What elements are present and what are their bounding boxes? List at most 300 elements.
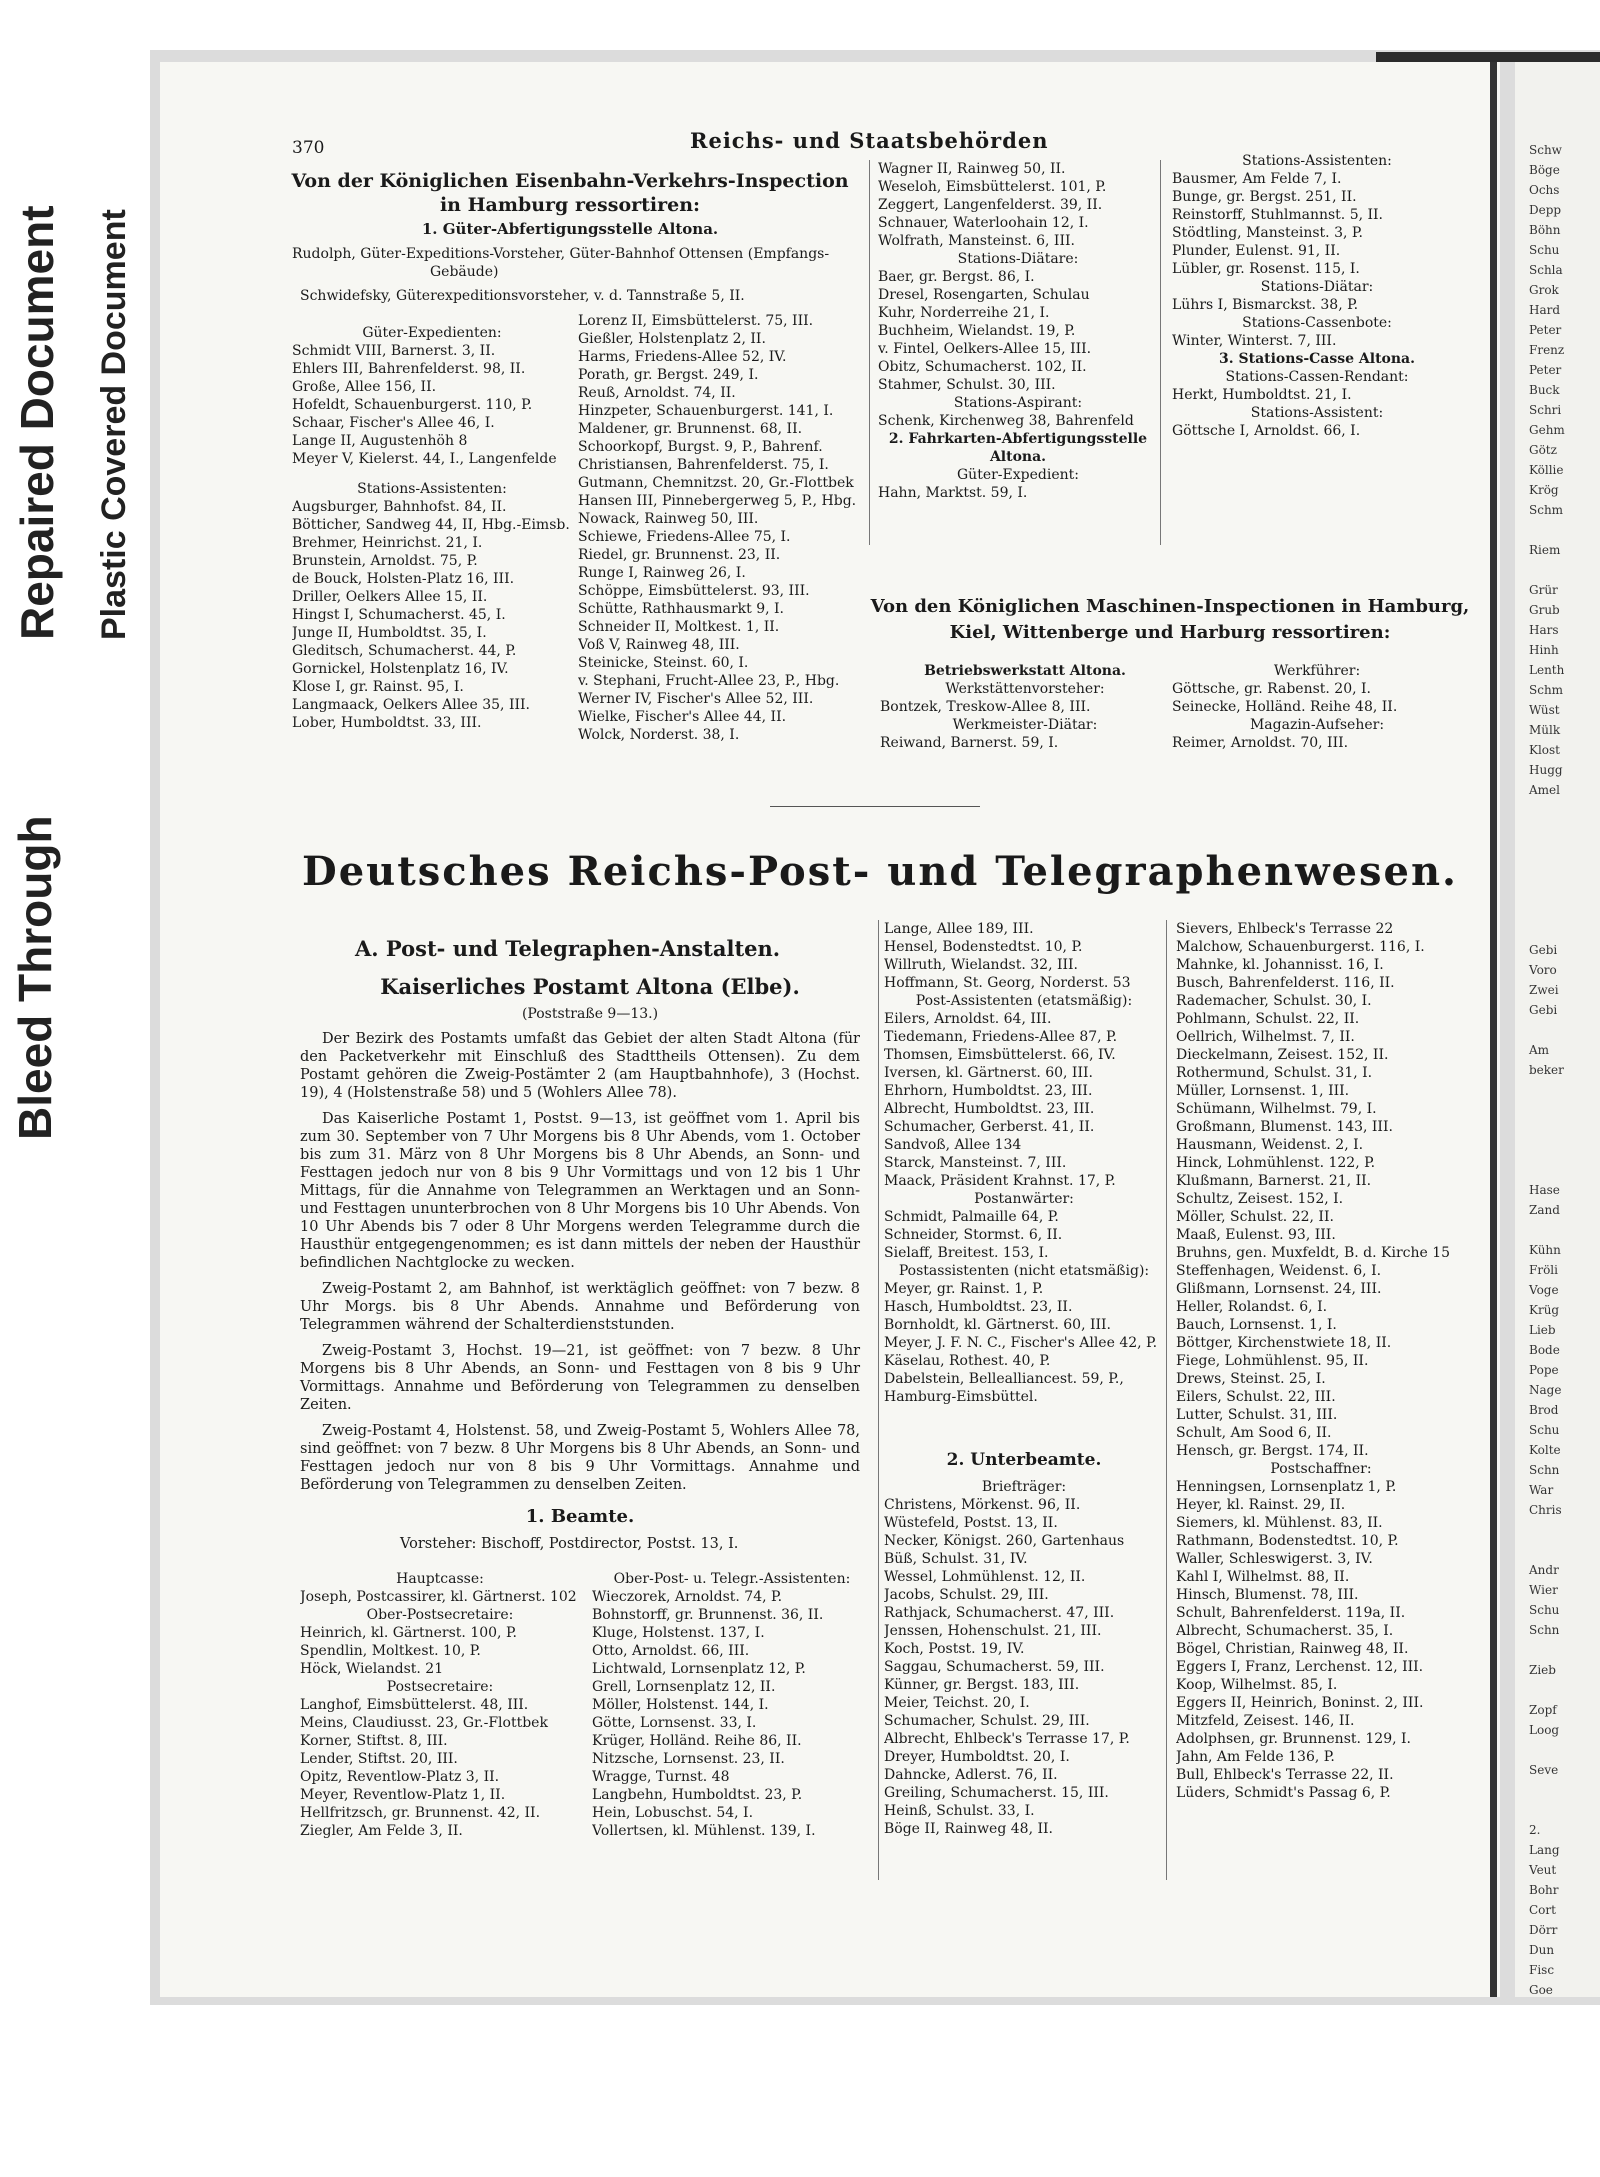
- list-item: Saggau, Schumacherst. 59, III.: [884, 1659, 1105, 1675]
- list-item: Käselau, Rothest. 40, P.: [884, 1353, 1051, 1369]
- list-item: Voß V, Rainweg 48, III.: [578, 637, 740, 653]
- list-heading: Stations-Assistent:: [1250, 405, 1384, 421]
- list-item: Heinrich, kl. Gärtnerst. 100, P.: [300, 1625, 517, 1641]
- fragment: Schu: [1529, 1603, 1560, 1617]
- list-item: Siemers, kl. Mühlenst. 83, II.: [1176, 1515, 1383, 1531]
- list-item: Fiege, Lohmühlenst. 95, II.: [1176, 1353, 1369, 1369]
- fragment: Kühn: [1529, 1243, 1561, 1257]
- list-item: Dresel, Rosengarten, Schulau: [878, 287, 1090, 303]
- fragment: Zwei: [1529, 983, 1559, 997]
- list-item: Lührs I, Bismarckst. 38, P.: [1172, 297, 1359, 313]
- fragment: Schm: [1529, 503, 1564, 517]
- list-item: Seinecke, Holländ. Reihe 48, II.: [1172, 699, 1398, 715]
- list-heading: Postschaffner:: [1270, 1461, 1372, 1477]
- fragment: Seve: [1529, 1763, 1559, 1777]
- list-item: Schmidt, Palmaille 64, P.: [884, 1209, 1059, 1225]
- list-item: Mitzfeld, Zeisest. 146, II.: [1176, 1713, 1355, 1729]
- list-item: Driller, Oelkers Allee 15, II.: [292, 589, 488, 605]
- list-item: Otto, Arnoldst. 66, III.: [592, 1643, 750, 1659]
- fragment: Am: [1529, 1043, 1550, 1057]
- fragment: Böge: [1529, 163, 1560, 177]
- list-item: Böttger, Kirchenstwiete 18, II.: [1176, 1335, 1392, 1351]
- list-item: Schmidt VIII, Barnerst. 3, II.: [292, 343, 496, 359]
- fragment: [1529, 1162, 1565, 1182]
- fragment: [1529, 1742, 1565, 1762]
- list-item: Reiwand, Barnerst. 59, I.: [880, 735, 1059, 751]
- office-title: Kaiserliches Postamt Altona (Elbe).: [380, 974, 800, 999]
- list-item: Lober, Humboldtst. 33, III.: [292, 715, 482, 731]
- fragment: Amel: [1529, 783, 1560, 797]
- list-item: Brehmer, Heinrichst. 21, I.: [292, 535, 483, 551]
- fragment: [1529, 1642, 1565, 1662]
- list-item: Lutter, Schulst. 31, III.: [1176, 1407, 1338, 1423]
- fragment: [1529, 902, 1565, 922]
- list-item: Götte, Lornsenst. 33, I.: [592, 1715, 757, 1731]
- list-item: Joseph, Postcassirer, kl. Gärtnerst. 102: [300, 1589, 577, 1605]
- list-heading: Stations-Cassen-Rendant:: [1225, 369, 1409, 385]
- beamte-right-col: [592, 1570, 872, 1840]
- fragment: [1529, 1082, 1565, 1102]
- list-item: Schneider, Stormst. 6, II.: [884, 1227, 1063, 1243]
- column-divider: [869, 160, 870, 545]
- fragment: Schla: [1529, 263, 1563, 277]
- list-item: Heller, Rolandst. 6, I.: [1176, 1299, 1328, 1315]
- railway-col-1: [292, 324, 572, 732]
- fragment: Grür: [1529, 583, 1558, 597]
- list-item: Bunge, gr. Bergst. 251, II.: [1172, 189, 1357, 205]
- fragment: Grub: [1529, 603, 1560, 617]
- list-item: Dieckelmann, Zeisest. 152, II.: [1176, 1047, 1389, 1063]
- list-item: Wolck, Norderst. 38, I.: [578, 727, 740, 743]
- list-item: Hahn, Marktst. 59, I.: [878, 485, 1028, 501]
- list-item: Bausmer, Am Felde 7, I.: [1172, 171, 1342, 187]
- list-item: Lange II, Augustenhöh 8: [292, 433, 468, 449]
- list-item: Hansen III, Pinnebergerweg 5, P., Hbg.: [578, 493, 857, 509]
- machine-title-2: Kiel, Wittenberge und Harburg ressortiren:: [949, 622, 1391, 643]
- fragment: [1529, 522, 1565, 542]
- list-item: Eilers, Arnoldst. 64, III.: [884, 1011, 1052, 1027]
- paragraph: Zweig-Postamt 4, Holstenst. 58, und Zweig-Postamt 5, Wohlers Allee 78, sind geöffnet: von 7 bezw. 8 Uhr Morgens bis 8 Uhr Abends, an Sonn- und Festtagen jedoch nur von 8 bis 9 Uhr Vormittags. Annahme und Beförderung von Telegrammen zu denselben Zeiten.: [300, 1423, 860, 1493]
- fragment: Lieb: [1529, 1323, 1556, 1337]
- list-item: Augsburger, Bahnhofst. 84, II.: [292, 499, 507, 515]
- fragment: [1529, 1542, 1565, 1562]
- list-item: Werner IV, Fischer's Allee 52, III.: [578, 691, 814, 707]
- list-item: Ziegler, Am Felde 3, II.: [300, 1823, 463, 1839]
- fragment: [1529, 1802, 1565, 1822]
- list-item: Schult, Bahrenfelderst. 119a, II.: [1176, 1605, 1406, 1621]
- paragraph: Zweig-Postamt 3, Hochst. 19—21, ist geöffnet: von 7 bezw. 8 Uhr Morgens bis 8 Uhr Abends, an Sonn- und Festtagen von 8 bis 9 Uhr Vormittags. Annahme und Beförderung von Telegrammen zu denselben Zeiten.: [300, 1343, 860, 1413]
- list-item: Kluge, Holstenst. 137, I.: [592, 1625, 765, 1641]
- list-item: Böge II, Rainweg 48, II.: [884, 1821, 1053, 1837]
- office-address: (Poststraße 9—13.): [521, 1006, 659, 1022]
- fragment: Zopf: [1529, 1703, 1557, 1717]
- paragraph: Der Bezirk des Postamts umfaßt das Gebiet der alten Stadt Altona (für den Packetverkehr mit Einschluß des Stadttheils Ottensen). Zu dem Postamt gehören die Zweig-Postämter 2 (am Hauptbahnhofe), 3 (Hochst. 19), 4 (Holstenstraße 58) und 5 (Wohlers Allee 78).: [300, 1031, 860, 1101]
- list-section: 2. Fahrkarten-Abfertigungsstelle: [888, 431, 1148, 447]
- list-item: Meyer V, Kielerst. 44, I., Langenfelde: [292, 451, 557, 467]
- fragment: Hinh: [1529, 643, 1559, 657]
- machine-title-1: Von den Königlichen Maschinen-Inspectionen in Hamburg,: [870, 596, 1470, 617]
- list-item: Lender, Stiftst. 20, III.: [300, 1751, 458, 1767]
- list-item: Albrecht, Ehlbeck's Terrasse 17, P.: [884, 1731, 1130, 1747]
- list-item: Winter, Winterst. 7, III.: [1172, 333, 1337, 349]
- fragment: Fisc: [1529, 1963, 1555, 1977]
- list-item: Wessel, Lohmühlenst. 12, II.: [884, 1569, 1086, 1585]
- sidebar: [0, 0, 150, 2177]
- list-heading: Werkführer:: [1273, 663, 1361, 679]
- post-col-4: [1176, 920, 1466, 1802]
- railway-col-3: [878, 160, 1158, 502]
- list-section: 3. Stations-Casse Altona.: [1219, 351, 1415, 367]
- fragment: Pope: [1529, 1363, 1559, 1377]
- fragment: Böhn: [1529, 223, 1561, 237]
- list-item: Plunder, Eulenst. 91, II.: [1172, 243, 1341, 259]
- fragment: Bohr: [1529, 1883, 1559, 1897]
- list-item: Hellfritzsch, gr. Brunnenst. 42, II.: [300, 1805, 541, 1821]
- list-item: Schnauer, Waterloohain 12, I.: [878, 215, 1089, 231]
- fragment: Götz: [1529, 443, 1557, 457]
- post-paragraphs: [300, 1030, 860, 1502]
- list-heading: Werkstättenvorsteher:: [945, 681, 1105, 697]
- list-item: Runge I, Rainweg 26, I.: [578, 565, 746, 581]
- railway-sub-1: 1. Güter-Abfertigungsstelle Altona.: [421, 220, 719, 238]
- list-item: Pohlmann, Schulst. 22, II.: [1176, 1011, 1360, 1027]
- fragment: Veut: [1529, 1863, 1557, 1877]
- list-item: Möller, Schulst. 22, II.: [1176, 1209, 1334, 1225]
- list-item: Junge II, Humboldtst. 35, I.: [292, 625, 487, 641]
- list-item: Malchow, Schauenburgerst. 116, I.: [1176, 939, 1425, 955]
- list-item: Ehrhorn, Humboldtst. 23, III.: [884, 1083, 1093, 1099]
- unterbeamte-title: 2. Unterbeamte.: [946, 1450, 1102, 1470]
- list-item: Meyer, gr. Rainst. 1, P.: [884, 1281, 1044, 1297]
- list-item: Nitzsche, Lornsenst. 23, II.: [592, 1751, 785, 1767]
- list-heading: Magazin-Aufseher:: [1249, 717, 1385, 733]
- fragment: Chris: [1529, 1503, 1562, 1517]
- list-item: Albrecht, Schumacherst. 35, I.: [1176, 1623, 1394, 1639]
- fragment: Gebi: [1529, 943, 1558, 957]
- list-heading: Postanwärter:: [974, 1191, 1074, 1207]
- railway-intro-2: Gebäude): [430, 264, 499, 280]
- list-section: Betriebswerkstatt Altona.: [924, 663, 1126, 679]
- list-item: Rathmann, Bodenstedtst. 10, P.: [1176, 1533, 1399, 1549]
- list-item: Meier, Teichst. 20, I.: [884, 1695, 1030, 1711]
- list-item: Stahmer, Schulst. 30, III.: [878, 377, 1056, 393]
- list-item: Oellrich, Wilhelmst. 7, II.: [1176, 1029, 1355, 1045]
- list-item: Sielaff, Breitest. 153, I.: [884, 1245, 1049, 1261]
- paragraph: Das Kaiserliche Postamt 1, Postst. 9—13, ist geöffnet vom 1. April bis zum 30. September von 7 Uhr Morgens bis 8 Uhr Abends, vom 1. October bis zum 31. März von 8 Uhr Morgens bis 8 Uhr Abends, an Sonn- und Festtagen jedoch nur von 8 bis 9 Uhr Vormittags und von 12 bis 1 Uhr Mittags, für die Annahme von Telegrammen an Werktagen und an Sonn- und Festtagen ununterbrochen von 8 Uhr Morgens bis 10 Uhr Abends. Von 10 Uhr Abends bis 7 oder 8 Uhr Morgens werden Telegramme durch die Hausthür entgegengenommen; es ist dann mittels der neben der Hausthür befindlichen Nachtglocke zu wecken.: [300, 1111, 860, 1271]
- fragment: Schn: [1529, 1463, 1560, 1477]
- fragment: Kolte: [1529, 1443, 1561, 1457]
- list-item: Hein, Lobuschst. 54, I.: [592, 1805, 754, 1821]
- list-item: Hamburg-Eimsbüttel.: [884, 1389, 1038, 1405]
- page-gutter: [1490, 62, 1497, 1997]
- fragment: Schn: [1529, 1623, 1560, 1637]
- list-item: Schumacher, Gerberst. 41, II.: [884, 1119, 1095, 1135]
- fragment: Ochs: [1529, 183, 1560, 197]
- section-a-title: A. Post- und Telegraphen-Anstalten.: [355, 936, 781, 961]
- list-item: v. Fintel, Oelkers-Allee 15, III.: [878, 341, 1092, 357]
- column-divider: [1160, 160, 1161, 545]
- list-item: Rademacher, Schulst. 30, I.: [1176, 993, 1372, 1009]
- list-item: Lichtwald, Lornsenplatz 12, P.: [592, 1661, 806, 1677]
- paragraph: Zweig-Postamt 2, am Bahnhof, ist werktäglich geöffnet: von 7 bezw. 8 Uhr Morgs. bis 8 Uhr Abends. Annahme und Beförderung von Telegrammen während der Schalterdienststunden.: [300, 1281, 860, 1333]
- fragment: beker: [1529, 1063, 1564, 1077]
- list-item: Sandvoß, Allee 134: [884, 1137, 1022, 1153]
- list-heading: Stations-Diätar:: [1260, 279, 1374, 295]
- fragment: Schri: [1529, 403, 1562, 417]
- railway-intro-1: Rudolph, Güter-Expeditions-Vorsteher, Güter-Bahnhof Ottensen (Empfangs-: [292, 246, 830, 262]
- list-item: Schiewe, Friedens-Allee 75, I.: [578, 529, 791, 545]
- fragment: Köllie: [1529, 463, 1564, 477]
- fragment: Zand: [1529, 1203, 1560, 1217]
- list-item: Mahnke, kl. Johannisst. 16, I.: [1176, 957, 1384, 973]
- list-item: Reinstorff, Stuhlmannst. 5, II.: [1172, 207, 1384, 223]
- list-item: Drews, Steinst. 25, I.: [1176, 1371, 1326, 1387]
- railway-col-4: [1172, 152, 1462, 440]
- fragment: Dun: [1529, 1943, 1555, 1957]
- fragment: Gebi: [1529, 1003, 1558, 1017]
- list-item: Opitz, Reventlow-Platz 3, II.: [300, 1769, 500, 1785]
- fragment: War: [1529, 1483, 1554, 1497]
- fragment: Hase: [1529, 1183, 1560, 1197]
- fragment: [1529, 1102, 1565, 1122]
- list-item: Schöppe, Eimsbüttelerst. 93, III.: [578, 583, 810, 599]
- list-item: Porath, gr. Bergst. 249, I.: [578, 367, 759, 383]
- plastic-covered-label: Plastic Covered Document: [95, 209, 133, 640]
- fragment: [1529, 822, 1565, 842]
- list-item: Gornickel, Holstenplatz 16, IV.: [292, 661, 509, 677]
- list-item: Reuß, Arnoldst. 74, II.: [578, 385, 736, 401]
- next-page-fragments: [1529, 142, 1565, 1997]
- list-item: Wieczorek, Arnoldst. 74, P.: [592, 1589, 783, 1605]
- list-item: Baer, gr. Bergst. 86, I.: [878, 269, 1035, 285]
- list-item: Hensch, gr. Bergst. 174, II.: [1176, 1443, 1369, 1459]
- list-item: Dreyer, Humboldtst. 20, I.: [884, 1749, 1070, 1765]
- list-item: Kahl I, Wilhelmst. 88, II.: [1176, 1569, 1350, 1585]
- fragment: Cort: [1529, 1903, 1556, 1917]
- list-item: Schultz, Zeisest. 152, I.: [1176, 1191, 1344, 1207]
- list-item: Hinzpeter, Schauenburgerst. 141, I.: [578, 403, 834, 419]
- list-item: Schult, Am Sood 6, II.: [1176, 1425, 1332, 1441]
- fragment: Hugg: [1529, 763, 1563, 777]
- list-heading: Stations-Aspirant:: [953, 395, 1083, 411]
- beamte-left-col: [300, 1570, 580, 1840]
- list-item: Stödtling, Mansteinst. 3, P.: [1172, 225, 1363, 241]
- page-number: 370: [292, 138, 325, 158]
- fragment: Voro: [1529, 963, 1557, 977]
- list-item: Hensel, Bodenstedtst. 10, P.: [884, 939, 1083, 955]
- fragment: [1529, 802, 1565, 822]
- fragment: Schu: [1529, 243, 1560, 257]
- fragment: Loog: [1529, 1723, 1560, 1737]
- running-head: Reichs- und Staatsbehörden: [690, 128, 1049, 153]
- beamte-title: 1. Beamte.: [525, 1506, 635, 1527]
- fragment: Krög: [1529, 483, 1559, 497]
- fragment: [1529, 1222, 1565, 1242]
- fragment: Klost: [1529, 743, 1561, 757]
- list-item: Harms, Friedens-Allee 52, IV.: [578, 349, 787, 365]
- list-item: Müller, Lornsenst. 1, III.: [1176, 1083, 1350, 1099]
- list-item: Tiedemann, Friedens-Allee 87, P.: [884, 1029, 1118, 1045]
- fragment: [1529, 1522, 1565, 1542]
- list-item: Göttsche, gr. Rabenst. 20, I.: [1172, 681, 1371, 697]
- list-item: Spendlin, Moltkest. 10, P.: [300, 1643, 481, 1659]
- list-item: Koop, Wilhelmst. 85, I.: [1176, 1677, 1338, 1693]
- fragment: Peter: [1529, 363, 1562, 377]
- list-heading: Briefträger:: [981, 1479, 1067, 1495]
- railway-col-2: [578, 312, 863, 744]
- list-item: Rathjack, Schumacherst. 47, III.: [884, 1605, 1115, 1621]
- spacer: [292, 468, 572, 480]
- list-item: Maaß, Eulenst. 93, III.: [1176, 1227, 1336, 1243]
- fragment: Krüg: [1529, 1303, 1560, 1317]
- fragment: [1529, 882, 1565, 902]
- list-item: v. Stephani, Frucht-Allee 23, P., Hbg.: [578, 673, 840, 689]
- list-item: Dabelstein, Bellealliancest. 59, P.,: [884, 1371, 1124, 1387]
- list-item: Reimer, Arnoldst. 70, III.: [1172, 735, 1349, 751]
- list-item: Heyer, kl. Rainst. 29, II.: [1176, 1497, 1346, 1513]
- list-item: Hinck, Lohmühlenst. 122, P.: [1176, 1155, 1376, 1171]
- list-item: Steffenhagen, Weidenst. 6, I.: [1176, 1263, 1382, 1279]
- fragment: Hars: [1529, 623, 1559, 637]
- list-item: Iversen, kl. Gärtnerst. 60, III.: [884, 1065, 1093, 1081]
- list-item: Jacobs, Schulst. 29, III.: [884, 1587, 1049, 1603]
- list-item: Hoffmann, St. Georg, Norderst. 53: [884, 975, 1131, 991]
- list-item: Eilers, Schulst. 22, III.: [1176, 1389, 1336, 1405]
- next-page-strip: [1515, 62, 1600, 1997]
- list-item: Buchheim, Wielandst. 19, P.: [878, 323, 1076, 339]
- list-item: Künner, gr. Bergst. 183, III.: [884, 1677, 1080, 1693]
- list-item: Lübler, gr. Rosenst. 115, I.: [1172, 261, 1360, 277]
- list-item: Kuhr, Norderreihe 21, I.: [878, 305, 1050, 321]
- section-rule: [770, 806, 980, 807]
- list-item: Lüders, Schmidt's Passag 6, P.: [1176, 1785, 1391, 1801]
- list-item: Thomsen, Eimsbüttelerst. 66, IV.: [884, 1047, 1116, 1063]
- list-item: Obitz, Schumacherst. 102, II.: [878, 359, 1087, 375]
- list-item: Heinß, Schulst. 33, I.: [884, 1803, 1035, 1819]
- fragment: [1529, 1782, 1565, 1802]
- railway-title-2: in Hamburg ressortiren:: [439, 194, 701, 216]
- fragment: Andr: [1529, 1563, 1559, 1577]
- list-heading: Werkmeister-Diätar:: [952, 717, 1098, 733]
- list-item: Bornholdt, kl. Gärtnerst. 60, III.: [884, 1317, 1112, 1333]
- list-item: Brunstein, Arnoldst. 75, P.: [292, 553, 478, 569]
- list-item: Klose I, gr. Rainst. 95, I.: [292, 679, 464, 695]
- list-item: Wielke, Fischer's Allee 44, II.: [578, 709, 787, 725]
- fragment: [1529, 1682, 1565, 1702]
- list-item: Gleditsch, Schumacherst. 44, P.: [292, 643, 517, 659]
- list-item: Bötticher, Sandweg 44, II, Hbg.-Eimsb.: [292, 517, 570, 533]
- list-heading: Güter-Expedienten:: [362, 325, 502, 341]
- fragment: Depp: [1529, 203, 1562, 217]
- fragment: [1529, 1122, 1565, 1142]
- post-col-3a: [884, 920, 1164, 1406]
- list-heading: Hauptcasse:: [396, 1571, 484, 1587]
- list-item: Herkt, Humboldtst. 21, I.: [1172, 387, 1352, 403]
- list-item: Langmaack, Oelkers Allee 35, III.: [292, 697, 530, 713]
- list-item: Büß, Schulst. 31, IV.: [884, 1551, 1028, 1567]
- fragment: Buck: [1529, 383, 1560, 397]
- list-item: Lorenz II, Eimsbüttelerst. 75, III.: [578, 313, 814, 329]
- railway-title-1: Von der Königlichen Eisenbahn-Verkehrs-Inspection: [291, 170, 849, 192]
- fragment: Schw: [1529, 143, 1562, 157]
- list-item: Albrecht, Humboldtst. 23, III.: [884, 1101, 1095, 1117]
- fragment: [1529, 862, 1565, 882]
- list-item: Höck, Wielandst. 21: [300, 1661, 444, 1677]
- fragment: Schm: [1529, 683, 1564, 697]
- machine-right-col: [1172, 662, 1462, 752]
- list-item: Bruhns, gen. Muxfeldt, B. d. Kirche 15: [1176, 1245, 1451, 1261]
- list-item: Wagner II, Rainweg 50, II.: [878, 161, 1066, 177]
- list-item: Jenssen, Hohenschulst. 21, III.: [884, 1623, 1102, 1639]
- list-item: Wragge, Turnst. 48: [592, 1769, 730, 1785]
- list-item: Eggers II, Heinrich, Boninst. 2, III.: [1176, 1695, 1424, 1711]
- list-item: Ehlers III, Bahrenfelderst. 98, II.: [292, 361, 526, 377]
- vorsteher: Vorsteher: Bischoff, Postdirector, Postst. 13, I.: [400, 1536, 739, 1552]
- list-item: Willruth, Wielandst. 32, III.: [884, 957, 1079, 973]
- list-item: Hingst I, Schumacherst. 45, I.: [292, 607, 506, 623]
- fragment: [1529, 842, 1565, 862]
- list-item: Koch, Postst. 19, IV.: [884, 1641, 1025, 1657]
- list-item: Hinsch, Blumenst. 78, III.: [1176, 1587, 1359, 1603]
- list-item: Bohnstorff, gr. Brunnenst. 36, II.: [592, 1607, 824, 1623]
- post-col-3b: [884, 1478, 1164, 1838]
- fragment: Wüst: [1529, 703, 1560, 717]
- list-item: Gutmann, Chemnitzst. 20, Gr.-Flottbek: [578, 475, 854, 491]
- list-item: Schoorkopf, Burgst. 9, P., Bahrenf.: [578, 439, 823, 455]
- list-item: Schumacher, Schulst. 29, III.: [884, 1713, 1090, 1729]
- list-item: Wüstefeld, Postst. 13, II.: [884, 1515, 1058, 1531]
- list-item: Hofeldt, Schauenburgerst. 110, P.: [292, 397, 533, 413]
- fragment: Peter: [1529, 323, 1562, 337]
- fragment: [1529, 1022, 1565, 1042]
- list-item: Busch, Bahrenfelderst. 116, II.: [1176, 975, 1395, 991]
- list-item: de Bouck, Holsten-Platz 16, III.: [292, 571, 515, 587]
- list-item: Dahncke, Adlerst. 76, II.: [884, 1767, 1058, 1783]
- column-divider: [1166, 920, 1167, 1880]
- fragment: Schu: [1529, 1423, 1560, 1437]
- list-item: Gießler, Holstenplatz 2, II.: [578, 331, 766, 347]
- repaired-document-label: Repaired Document: [11, 205, 63, 640]
- list-item: Bögel, Christian, Rainweg 48, II.: [1176, 1641, 1409, 1657]
- list-item: Greiling, Schumacherst. 15, III.: [884, 1785, 1109, 1801]
- post-title: Deutsches Reichs-Post- und Telegraphenwesen.: [302, 848, 1458, 895]
- list-item: Hausmann, Weidenst. 2, I.: [1176, 1137, 1364, 1153]
- list-item: Rothermund, Schulst. 31, I.: [1176, 1065, 1373, 1081]
- list-item: Göttsche I, Arnoldst. 66, I.: [1172, 423, 1361, 439]
- fragment: Hard: [1529, 303, 1561, 317]
- fragment: Lang: [1529, 1843, 1560, 1857]
- fragment: Riem: [1529, 543, 1561, 557]
- list-item: Meins, Claudiusst. 23, Gr.-Flottbek: [300, 1715, 548, 1731]
- list-heading: Postassistenten (nicht etatsmäßig):: [898, 1263, 1150, 1279]
- fragment: Fröli: [1529, 1263, 1558, 1277]
- list-section: Altona.: [989, 449, 1047, 465]
- fragment: Grok: [1529, 283, 1559, 297]
- list-heading: Stations-Diätare:: [957, 251, 1079, 267]
- list-item: Schaar, Fischer's Allee 46, I.: [292, 415, 495, 431]
- bleed-through-label: Bleed Through: [9, 815, 61, 1140]
- fragment: [1529, 922, 1565, 942]
- list-item: Starck, Mansteinst. 7, III.: [884, 1155, 1067, 1171]
- list-item: Korner, Stiftst. 8, III.: [300, 1733, 448, 1749]
- list-item: Nowack, Rainweg 50, III.: [578, 511, 759, 527]
- list-item: Waller, Schleswigerst. 3, IV.: [1176, 1551, 1373, 1567]
- list-heading: Post-Assistenten (etatsmäßig):: [915, 993, 1133, 1009]
- fragment: [1529, 1142, 1565, 1162]
- column-divider: [878, 920, 879, 1880]
- list-heading: Ober-Post- u. Telegr.-Assistenten:: [613, 1571, 851, 1587]
- fragment: [1529, 562, 1565, 582]
